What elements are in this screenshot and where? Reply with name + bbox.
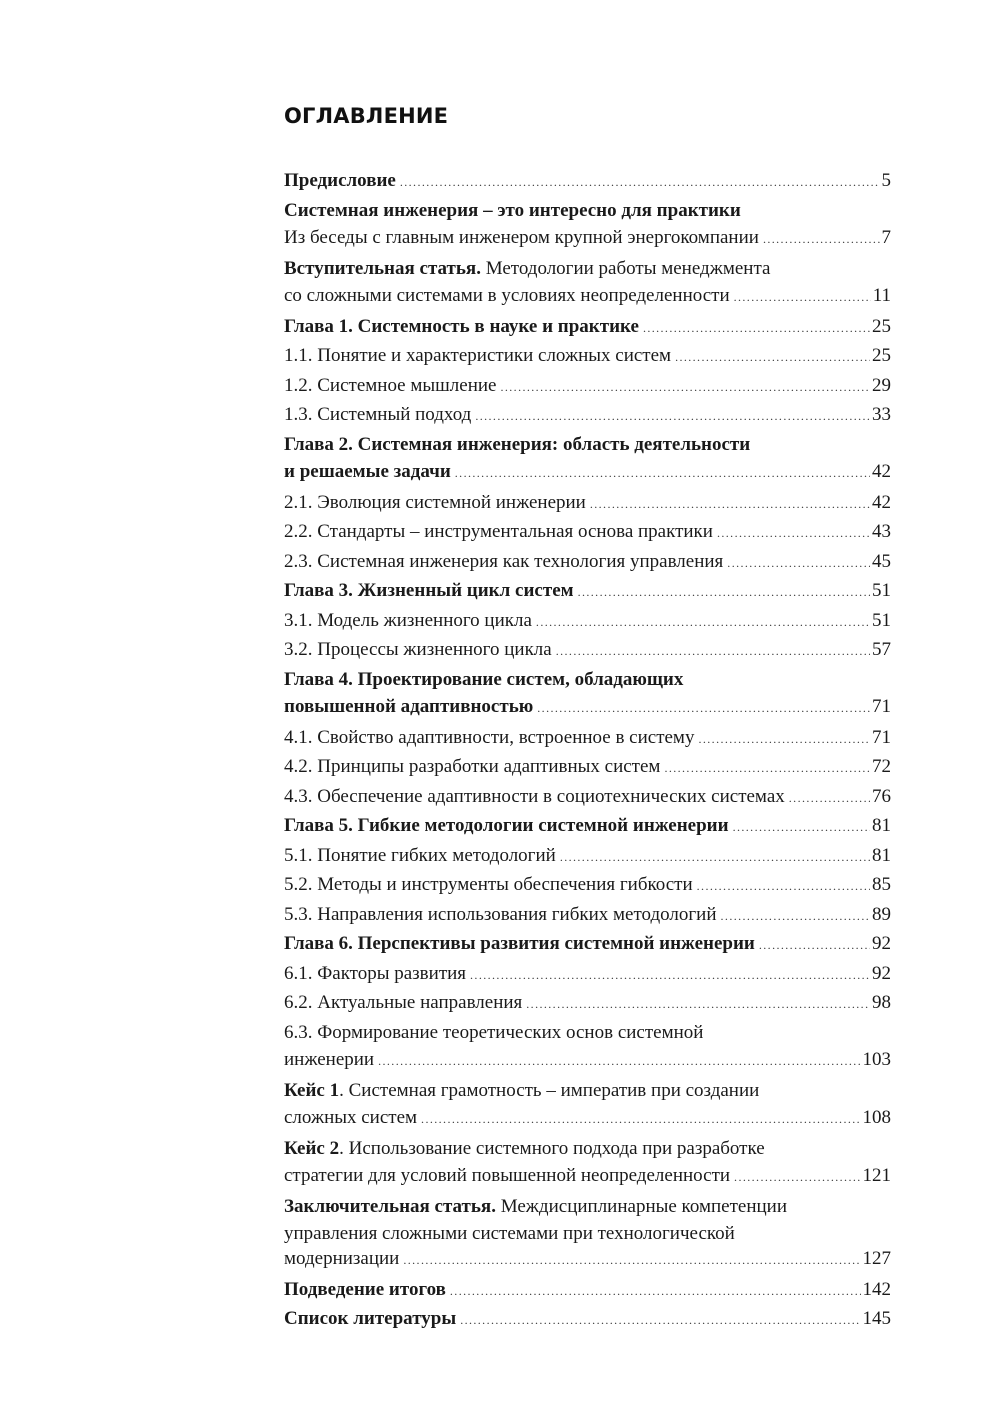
- toc-entry-label-cont: повышенной адаптивностью: [284, 695, 534, 717]
- page-title: ОГЛАВЛЕНИЕ: [284, 104, 449, 128]
- toc-entry-label: Глава 5. Гибкие методологии системной инженерии: [284, 815, 729, 836]
- dot-leader: [643, 314, 870, 344]
- toc-entry-summary[interactable]: [284, 1275, 891, 1305]
- toc-entry-section-1-1[interactable]: [284, 341, 891, 371]
- toc-page-number: 85: [872, 874, 891, 895]
- toc-entry-label: Вступительная статья.: [284, 257, 481, 279]
- dot-leader: [400, 168, 880, 198]
- toc-entry-label: Глава 4. Проектирование систем, обладающих: [284, 668, 684, 690]
- toc-entry-subtitle-cont: модернизации: [284, 1247, 400, 1269]
- toc-entry-label: 1.3. Системный подход: [284, 404, 472, 425]
- toc-entry-label: 4.1. Свойство адаптивности, встроенное в систему: [284, 726, 695, 748]
- dot-leader: [500, 373, 870, 403]
- toc-page-number: 11: [872, 284, 891, 306]
- dot-leader: [560, 843, 870, 873]
- toc-page-number: 71: [872, 726, 891, 748]
- toc-entry-label: 2.2. Стандарты – инструментальная основа практики: [284, 521, 713, 542]
- toc-entry-label: 3.1. Модель жизненного цикла: [284, 609, 532, 631]
- toc-entry-interview[interactable]: [284, 196, 891, 250]
- toc-page-number: 33: [872, 404, 891, 425]
- toc-entry-label: 1.1. Понятие и характеристики сложных систем: [284, 345, 672, 366]
- toc-page-number: 72: [872, 756, 891, 777]
- toc-page-number: 42: [872, 460, 891, 482]
- toc-entry-references[interactable]: [284, 1304, 891, 1334]
- toc-entry-subtitle-cont: со сложными системами в условиях неопределенности: [284, 284, 730, 306]
- toc-entry-section-2-2[interactable]: [284, 517, 891, 547]
- toc-page-number: 127: [862, 1247, 891, 1269]
- toc-entry-label: 4.2. Принципы разработки адаптивных систем: [284, 756, 661, 777]
- toc-entry-section-1-2[interactable]: [284, 371, 891, 401]
- dot-leader: [717, 519, 870, 549]
- toc-entry-label: Кейс 1: [284, 1079, 340, 1101]
- toc-page-number: 89: [872, 903, 891, 925]
- dot-leader: [421, 1107, 860, 1132]
- toc-page-number: 103: [862, 1048, 891, 1070]
- toc-entry-label: Глава 3. Жизненный цикл систем: [284, 580, 574, 601]
- dot-leader: [759, 931, 870, 961]
- toc-entry-label: Предисловие: [284, 170, 396, 191]
- toc-entry-section-5-3[interactable]: [284, 900, 891, 930]
- toc-entry-chapter-2[interactable]: [284, 430, 891, 484]
- dot-leader: [455, 461, 870, 486]
- dot-leader: [789, 784, 870, 814]
- toc-entry-subtitle: . Системная грамотность – императив при создании: [339, 1079, 760, 1101]
- toc-entry-label: Список литературы: [284, 1308, 457, 1329]
- toc-page-number: 5: [881, 170, 891, 191]
- toc-entry-section-5-2[interactable]: [284, 870, 891, 900]
- toc-entry-final[interactable]: [284, 1192, 891, 1271]
- toc-entry-label: 5.2. Методы и инструменты обеспечения гибкости: [284, 874, 693, 895]
- toc-entry-label: 4.3. Обеспечение адаптивности в социотехнических системах: [284, 785, 785, 807]
- dot-leader: [734, 285, 871, 310]
- toc-entry-label: Подведение итогов: [284, 1278, 446, 1300]
- toc-entry-label: Заключительная статья.: [284, 1195, 496, 1217]
- toc-entry-label: Глава 2. Системная инженерия: область деятельности: [284, 433, 751, 455]
- toc-page-number: 29: [872, 374, 891, 396]
- toc-entry-subtitle-cont: стратегии для условий повышенной неопределенности: [284, 1164, 731, 1186]
- dot-leader: [526, 990, 870, 1020]
- dot-leader: [537, 696, 870, 721]
- dot-leader: [403, 1248, 860, 1273]
- dot-leader: [697, 872, 870, 902]
- dot-leader: [590, 490, 870, 520]
- toc-entry-label-cont: инженерии: [284, 1048, 375, 1070]
- toc-entry-chapter-5[interactable]: [284, 811, 891, 841]
- toc-page-number: 121: [862, 1164, 891, 1186]
- toc-page-number: 98: [872, 992, 891, 1013]
- toc-entry-intro[interactable]: [284, 254, 891, 308]
- toc-entry-case-2[interactable]: [284, 1134, 891, 1188]
- dot-leader: [733, 813, 870, 843]
- dot-leader: [556, 637, 870, 667]
- toc-entry-label: 2.1. Эволюция системной инженерии: [284, 491, 586, 513]
- toc-entry-label: 6.2. Актуальные направления: [284, 992, 523, 1013]
- dot-leader: [763, 227, 880, 252]
- dot-leader: [470, 961, 870, 991]
- toc-entry-section-2-1[interactable]: [284, 488, 891, 518]
- toc-page-number: 51: [872, 609, 891, 631]
- toc-entry-section-4-1[interactable]: [284, 723, 891, 753]
- toc-entry-chapter-4[interactable]: [284, 665, 891, 719]
- dot-leader: [460, 1306, 860, 1336]
- dot-leader: [475, 402, 870, 432]
- dot-leader: [734, 1165, 860, 1190]
- toc-entry-label: Кейс 2: [284, 1137, 340, 1159]
- toc-page-number: 25: [872, 345, 891, 366]
- toc-entry-section-6-3[interactable]: [284, 1018, 891, 1072]
- toc-page-number: 145: [862, 1308, 891, 1329]
- toc-page-number: 45: [872, 550, 891, 572]
- toc-entry-subtitle: Методологии работы менеджмента: [480, 257, 771, 279]
- toc-entry-section-6-2[interactable]: [284, 988, 891, 1018]
- toc-entry-subtitle: Из беседы с главным инженером крупной энергокомпании: [284, 226, 759, 248]
- toc-page-number: 92: [872, 933, 891, 954]
- toc-entry-subtitle-cont: сложных систем: [284, 1106, 418, 1128]
- dot-leader: [536, 608, 870, 638]
- toc-entry-subtitle-cont: управления сложными системами при технологической: [284, 1222, 735, 1244]
- toc-entry-label: 6.3. Формирование теоретических основ системной: [284, 1021, 704, 1043]
- toc-entry-label: 1.2. Системное мышление: [284, 374, 497, 396]
- toc-page-number: 71: [872, 695, 891, 717]
- toc-entry-section-5-1[interactable]: [284, 841, 891, 871]
- toc-entry-section-3-2[interactable]: [284, 635, 891, 665]
- toc-page-number: 76: [872, 785, 891, 807]
- toc-page-number: 57: [872, 639, 891, 660]
- toc-entry-label: Глава 6. Перспективы развития системной инженерии: [284, 933, 755, 954]
- toc-page-number: 51: [872, 580, 891, 601]
- toc-entry-subtitle: Междисциплинарные компетенции: [495, 1195, 787, 1217]
- toc-entry-chapter-1[interactable]: [284, 312, 891, 342]
- toc-entry-label: 2.3. Системная инженерия как технология управления: [284, 550, 724, 572]
- toc-entry-chapter-3[interactable]: [284, 576, 891, 606]
- toc-page-number: 42: [872, 491, 891, 513]
- toc-entry-section-4-3[interactable]: [284, 782, 891, 812]
- toc-entry-label: 5.1. Понятие гибких методологий: [284, 844, 556, 866]
- toc-entry-section-4-2[interactable]: [284, 752, 891, 782]
- toc-entry-preface[interactable]: [284, 166, 891, 196]
- toc-page-number: 81: [872, 815, 891, 836]
- toc-entry-section-6-1[interactable]: [284, 959, 891, 989]
- toc-entry-case-1[interactable]: [284, 1076, 891, 1130]
- toc-entry-label: 5.3. Направления использования гибких методологий: [284, 903, 717, 925]
- dot-leader: [727, 549, 870, 579]
- toc-entry-section-1-3[interactable]: [284, 400, 891, 430]
- toc-entry-section-3-1[interactable]: [284, 606, 891, 636]
- table-of-contents: [284, 166, 891, 1334]
- toc-entry-label: Глава 1. Системность в науке и практике: [284, 315, 639, 337]
- toc-entry-subtitle: . Использование системного подхода при разработке: [339, 1137, 765, 1159]
- toc-page-number: 142: [862, 1278, 891, 1300]
- dot-leader: [664, 754, 870, 784]
- toc-entry-chapter-6[interactable]: [284, 929, 891, 959]
- toc-page-number: 92: [872, 962, 891, 984]
- dot-leader: [450, 1277, 861, 1307]
- toc-entry-label: Системная инженерия – это интересно для практики: [284, 199, 741, 221]
- toc-entry-label: 6.1. Факторы развития: [284, 962, 467, 984]
- toc-page-number: 25: [872, 315, 891, 337]
- toc-entry-label: 3.2. Процессы жизненного цикла: [284, 639, 552, 660]
- dot-leader: [378, 1049, 860, 1074]
- toc-page-number: 43: [872, 521, 891, 542]
- toc-entry-label-cont: и решаемые задачи: [284, 460, 451, 482]
- toc-page-number: 81: [872, 844, 891, 866]
- dot-leader: [721, 902, 870, 932]
- toc-entry-section-2-3[interactable]: [284, 547, 891, 577]
- toc-page-number: 108: [862, 1106, 891, 1128]
- dot-leader: [578, 578, 870, 608]
- dot-leader: [698, 725, 870, 755]
- dot-leader: [675, 343, 870, 373]
- toc-page-number: 7: [881, 226, 891, 248]
